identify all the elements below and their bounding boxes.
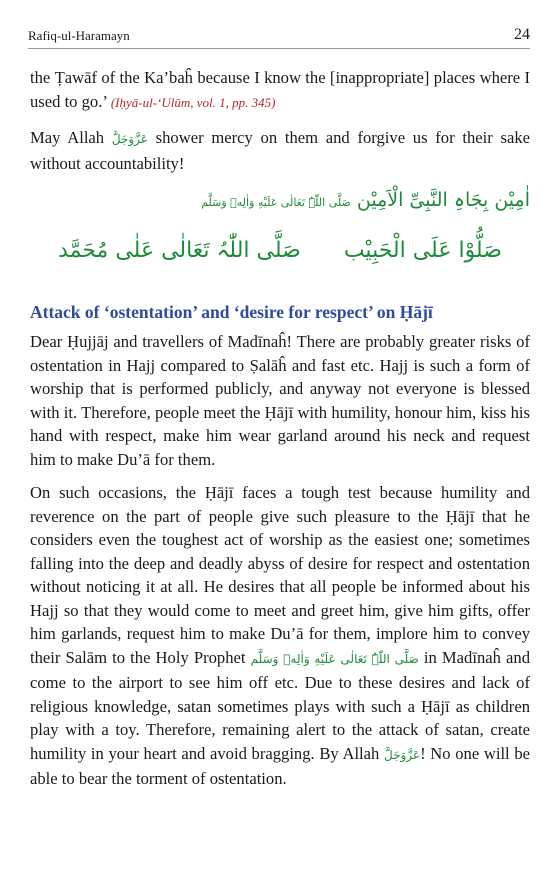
paragraph-hujjaj: Dear Ḥujjāj and travellers of Madīnaĥ! There are probably greater risks of ostentation in Hajj compared to Ṣalāĥ and fast etc. Hajj is such a form of worship that is performed publicly, and anyway not everyone is blessed with it. Therefore, people meet the Ḥājī with humility, honour him, kiss his hand with respect, make him wear garland around his neck and request him to make Du’ā for them. xyxy=(30,332,530,469)
arabic-honorific-2: عَزَّوَجَلَّ xyxy=(384,747,421,762)
quote-text: the Ṭawāf of the Ka’baĥ because I know the [inappropriate] places where I used to go.’ xyxy=(30,68,530,111)
paragraph-occasions xyxy=(30,481,530,791)
book-title: Rafiq-ul-Haramayn xyxy=(28,28,130,43)
paragraph-prayer xyxy=(30,126,530,175)
occasions-text-a: On such occasions, the Ḥājī faces a tough test because humility and reverence on the part of people give such pleasure to the Ḥājī that he considers even the toughest act of worship as the easiest one; sometimes falling into the deep and deadly abyss of desire for respect and ostentation without noticing it at all. He desires that all people be informed about his Hajj so that they would come to meet and greet him, give him gifts, offer him garlands, request him to make Du’ā for them, implore him to convey their Salām to the Holy Prophet xyxy=(30,483,530,667)
dua-main: اٰمِيْن بِجَاہِ النَّبِیِّ الْاَمِيْن xyxy=(356,189,530,211)
dua-line xyxy=(30,187,530,216)
page-header xyxy=(28,26,530,49)
citation: (Iḥyā-ul-‘Ulūm, vol. 1, pp. 345) xyxy=(110,94,276,110)
durood-left: صَلُّوْا عَلَی الْحَبِيْب xyxy=(343,238,502,263)
occasions-text-b: in Madīnaĥ and come to the airport to see him off etc. Due to these desires and lack of religious knowledge, satan sometimes plays with such a Ḥājī as children play with a toy. Therefore, remaining alert to the attack of satan, create humility in your heart and avoid bragging. By Allah xyxy=(30,647,530,763)
prayer-text-end: shower mercy on them and forgive us for their sake without accountability! xyxy=(30,128,530,173)
durood-right: صَلَّی اللّٰہُ تَعَالٰی عَلٰی مُحَمَّد xyxy=(58,238,301,263)
occasions-text-c: ! No one will be able to bear the torment of ostentation. xyxy=(30,743,530,788)
arabic-honorific: عَزَّوَجَلَّ xyxy=(111,132,148,146)
section-heading: Attack of ‘ostentation’ and ‘desire for respect’ on Ḥājī xyxy=(30,302,433,322)
prayer-text-start: May Allah xyxy=(30,128,105,147)
arabic-salutation: صَلَّی اللّٰہُ تَعَالٰی عَلَيْهِ وَاٰلِهٖ وَسَلَّم xyxy=(250,651,419,666)
durood-line xyxy=(30,236,530,266)
dua-salutation: صَلَّی اللّٰہُ تَعَالٰی عَلَيْهِ وَاٰلِهٖ وَسَلَّم xyxy=(201,196,351,209)
page-number: 24 xyxy=(514,26,530,43)
page-body xyxy=(30,66,530,791)
paragraph-quote-end xyxy=(30,66,530,114)
